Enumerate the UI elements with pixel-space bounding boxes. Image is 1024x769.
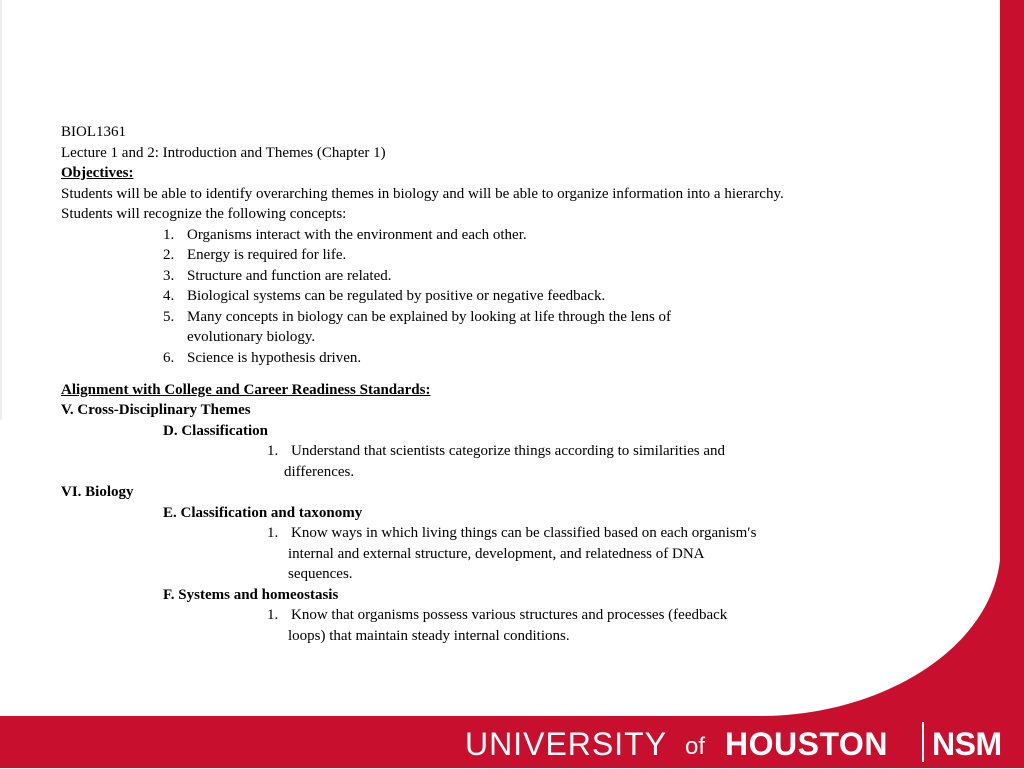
course-code: BIOL1361 bbox=[61, 124, 126, 140]
concept-text: Many concepts in biology can be explained by looking at life through the lens of bbox=[187, 309, 672, 325]
logo-houston-text: HOUSTON bbox=[725, 726, 888, 762]
concept-number: 3. bbox=[163, 268, 175, 284]
logo-of-text: of bbox=[685, 733, 706, 760]
standard-text: Know ways in which living things can be classified based on each organism′s bbox=[291, 525, 757, 541]
concept-number: 4. bbox=[163, 288, 175, 304]
subsection-vi-e-heading: E. Classification and taxonomy bbox=[163, 505, 363, 521]
concept-text: Energy is required for life. bbox=[187, 247, 347, 263]
standard-item bbox=[267, 441, 725, 462]
standard-number: 1. bbox=[267, 443, 279, 459]
concept-text: Biological systems can be regulated by positive or negative feedback. bbox=[187, 288, 606, 304]
concept-number: 1. bbox=[163, 227, 175, 243]
concept-number: 6. bbox=[163, 350, 175, 366]
concept-text-continued: evolutionary biology. bbox=[187, 329, 316, 345]
concept-text: Organisms interact with the environment and each other. bbox=[187, 227, 527, 243]
logo-nsm-text: NSM bbox=[932, 726, 1002, 762]
standard-text-continued: differences. bbox=[284, 464, 355, 480]
concept-text: Structure and function are related. bbox=[187, 268, 392, 284]
section-v-heading: V. Cross-Disciplinary Themes bbox=[61, 402, 251, 418]
standard-number: 1. bbox=[267, 607, 279, 623]
subsection-v-d-heading: D. Classification bbox=[163, 423, 268, 439]
standard-text: Know that organisms possess various structures and processes (feedback bbox=[291, 607, 728, 623]
alignment-heading: Alignment with College and Career Readiness Standards: bbox=[61, 382, 431, 398]
logo-divider bbox=[922, 722, 924, 762]
concept-number: 2. bbox=[163, 247, 175, 263]
concept-item bbox=[163, 307, 671, 328]
objectives-line-2: Students will recognize the following concepts: bbox=[61, 206, 347, 222]
left-edge-line bbox=[0, 0, 2, 420]
standard-text: Understand that scientists categorize things according to similarities and bbox=[291, 443, 726, 459]
subsection-vi-f-heading: F. Systems and homeostasis bbox=[163, 587, 339, 603]
section-vi-heading: VI. Biology bbox=[61, 484, 134, 500]
standard-text-continued: sequences. bbox=[288, 566, 353, 582]
concept-item bbox=[163, 348, 361, 369]
lecture-title: Lecture 1 and 2: Introduction and Themes (Chapter 1) bbox=[61, 145, 386, 161]
concept-item bbox=[163, 286, 605, 307]
standard-number: 1. bbox=[267, 525, 279, 541]
concept-item bbox=[163, 245, 346, 266]
objectives-heading: Objectives: bbox=[61, 165, 134, 181]
standard-text-continued: internal and external structure, development, and relatedness of DNA bbox=[288, 546, 705, 562]
standard-item bbox=[267, 523, 756, 544]
concept-number: 5. bbox=[163, 309, 175, 325]
concept-item bbox=[163, 266, 392, 287]
concept-text: Science is hypothesis driven. bbox=[187, 350, 362, 366]
logo-university-text: UNIVERSITY bbox=[465, 726, 668, 762]
standard-item bbox=[267, 605, 727, 626]
standard-text-continued: loops) that maintain steady internal conditions. bbox=[288, 628, 570, 644]
concept-item bbox=[163, 225, 527, 246]
objectives-line-1: Students will be able to identify overarching themes in biology and will be able to organize information into a hierarchy. bbox=[61, 186, 784, 202]
